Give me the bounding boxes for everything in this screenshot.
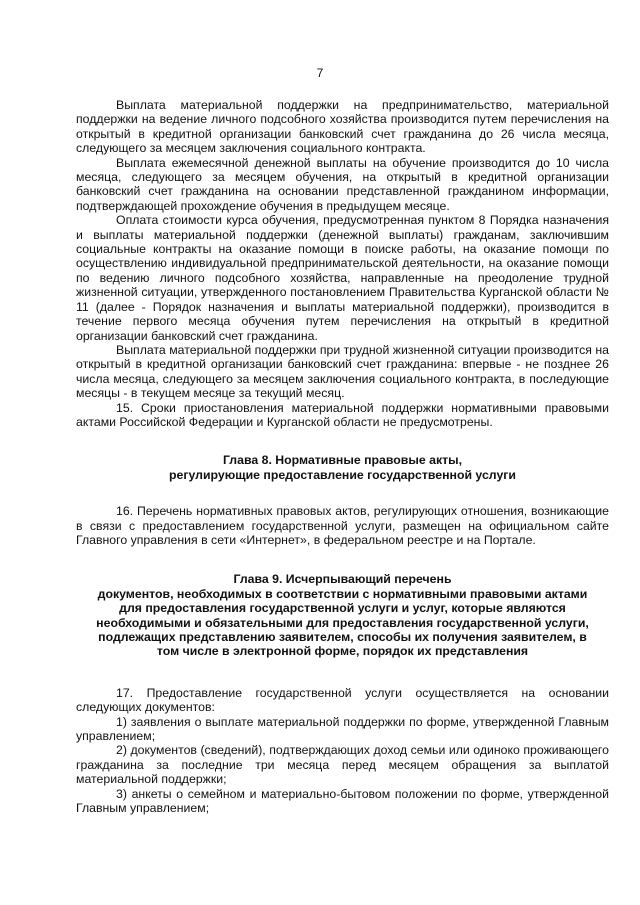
paragraph-course-cost: Оплата стоимости курса обучения, предусмотренная пунктом 8 Порядка назначения и выплаты материальной поддержки (денежной выплаты) гражданам, заключившим социальные контракты на оказание помощи в поиске работы, на оказание помощи по осуществлению индивидуальной предпринимательской деятельности, на оказание помощи по ведению личного подсобного хозяйства, направленные на преодоление трудной жизненной ситуации, утвержденного постановлением Правительства Курганской области № 11 (далее - Порядок назначения и выплаты материальной поддержки), производится в течение первого месяца обучения путем перечисления на открытый в кредитной организации банковский счет гражданина. (76, 213, 609, 343)
paragraph-payment-business: Выплата материальной поддержки на предпринимательство, материальной поддержки на ведение личного подсобного хозяйства производится путем перечисления на открытый в кредитной организации банковский счет гражданина до 26 числа месяца, следующего за месяцем заключения социального контракта. (76, 98, 609, 156)
chapter-8-title-line-2: регулирующие предоставление государственной услуги (169, 467, 516, 482)
chapter-9-title-line-4: необходимыми и обязательными для предоставления государственной услуги, (96, 615, 589, 630)
chapter-8-heading (76, 453, 609, 482)
chapter-9-heading (76, 572, 609, 658)
chapter-9-title-line-2: документов, необходимых в соответствии с нормативными правовыми актами (97, 586, 588, 601)
document-body (76, 98, 609, 815)
chapter-9-title-line-6: том числе в электронной форме, порядок их представления (156, 644, 529, 659)
paragraph-hardship-payment: Выплата материальной поддержки при трудной жизненной ситуации производится на открытый в кредитной организации банковский счет гражданина: впервые - не позднее 26 числа месяца, следующего за месяцем заключения социального контракта, в последующие месяцы - в текущем месяце за текущий месяц. (76, 342, 609, 401)
chapter-9-title-line-3: для предоставления государственной услуги и услуг, которые являются (119, 601, 566, 616)
paragraph-payment-training: Выплата ежемесячной денежной выплаты на обучение производится до 10 числа месяца, следующего за месяцем обучения, на открытый в кредитной организации банковский счет гражданина на основании представленной гражданином информации, подтверждающей прохождение обучения в предыдущем месяце. (76, 155, 609, 213)
chapter-8-title-line-1: Глава 8. Нормативные правовые акты, (222, 453, 463, 468)
list-item-3-questionnaire: 3) анкеты о семейном и материально-бытовом положении по форме, утвержденной Главным управлением; (76, 786, 609, 816)
list-item-1-application: 1) заявления о выплате материальной поддержки по форме, утвержденной Главным управлением; (76, 714, 609, 744)
chapter-9-title-line-5: подлежащих представлению заявителем, способы их получения заявителем, в (98, 630, 587, 644)
paragraph-17-documents: 17. Предоставление государственной услуги осуществляется на основании следующих документов: (76, 685, 609, 715)
chapter-9-title-line-1: Глава 9. Исчерпывающий перечень (233, 572, 452, 587)
paragraph-15-suspension: 15. Сроки приостановления материальной поддержки нормативными правовыми актами Российской Федерации и Курганской области не предусмотрены. (76, 400, 609, 429)
list-item-2-income-documents: 2) документов (сведений), подтверждающих доход семьи или одиноко проживающего гражданина за последние три месяца перед месяцем обращения за выплатой материальной поддержки; (76, 743, 609, 787)
paragraph-16-legal-acts: 16. Перечень нормативных правовых актов, регулирующих отношения, возникающие в связи с предоставлением государственной услуги, размещен на официальном сайте Главного управления в сети «Интернет», в федеральном реестре и на Портале. (76, 504, 609, 547)
page-number: 7 (316, 66, 324, 80)
